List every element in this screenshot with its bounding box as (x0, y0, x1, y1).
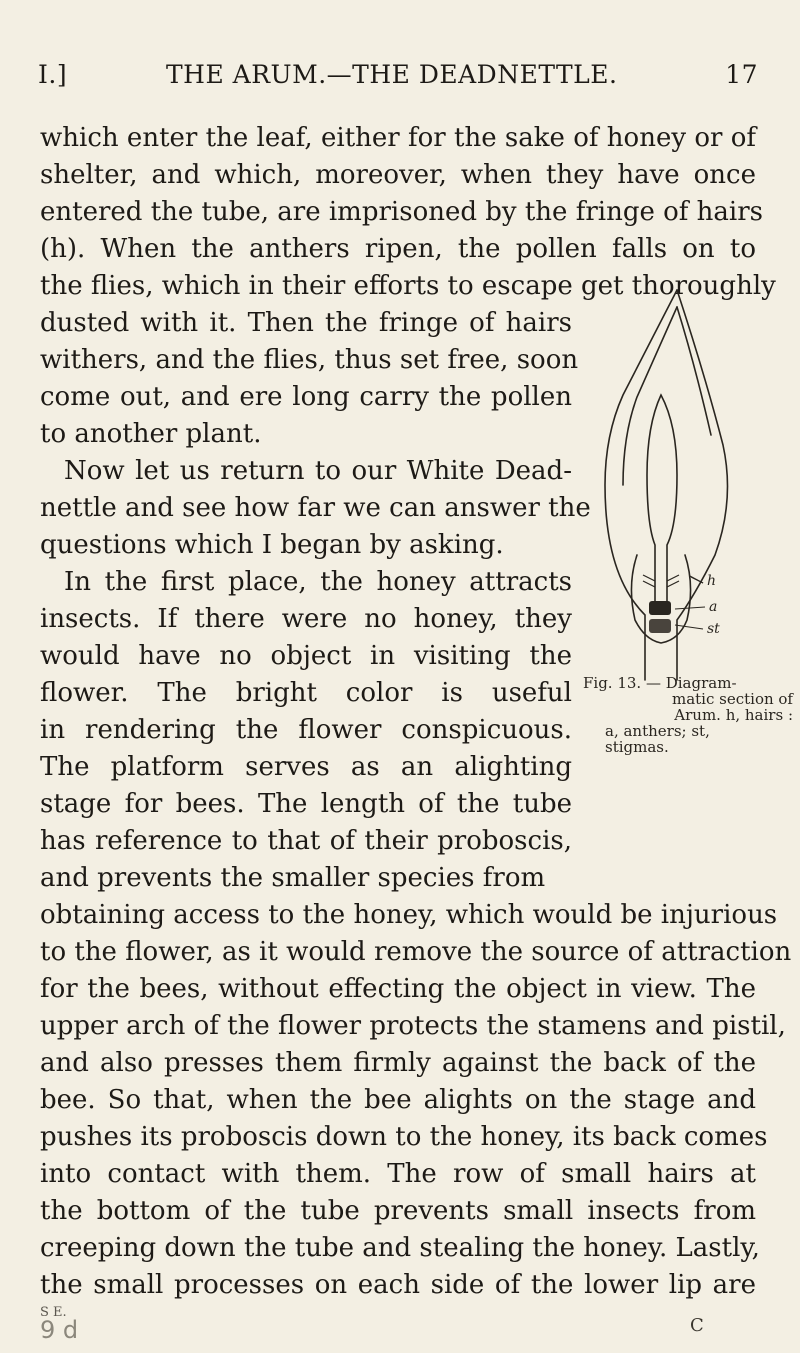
arum-section-diagram (565, 285, 775, 695)
running-header (38, 60, 758, 100)
page-number: 17 (725, 60, 758, 89)
body-line: insects. If there were no honey, they (40, 604, 572, 634)
spathe-inner-right (677, 307, 711, 435)
body-line: (h). When the anthers ripen, the pollen falls on to (40, 234, 756, 264)
pencil-note: 9 d (40, 1316, 79, 1344)
body-line: bee. So that, when the bee alights on the stage and (40, 1085, 756, 1115)
stigmas (649, 619, 671, 633)
spathe-inner (623, 307, 677, 485)
body-line: in rendering the flower conspicuous. (40, 715, 572, 745)
body-line: creeping down the tube and stealing the honey. Lastly, (40, 1233, 760, 1263)
spadix (647, 395, 677, 605)
caption-line: stigmas. (605, 738, 669, 756)
anthers (649, 601, 671, 615)
body-line: to the flower, as it would remove the source of attraction (40, 937, 792, 967)
body-line: would have no object in visiting the (40, 641, 572, 671)
spathe-outline-right (677, 290, 728, 680)
hairs (643, 575, 703, 587)
body-line: Now let us return to our White Dead- (64, 456, 572, 486)
body-line: questions which I began by asking. (40, 530, 504, 560)
body-line: obtaining access to the honey, which would be injurious (40, 900, 778, 930)
caption-line: a, anthers; st, (605, 722, 710, 740)
body-line: flower. The bright color is useful (40, 678, 572, 708)
body-line: which enter the leaf, either for the sake of honey or of (40, 123, 756, 153)
signature-letter: C (690, 1315, 704, 1336)
body-line: into contact with them. The row of small hairs at (40, 1159, 756, 1189)
label-leader-st (675, 625, 703, 629)
body-line: the bottom of the tube prevents small insects from (40, 1196, 756, 1226)
chapter-number: I.] (38, 60, 68, 89)
caption-line: Arum. h, hairs : (674, 706, 793, 724)
signature-mark: S E. (40, 1305, 67, 1320)
figure-label-a: a (709, 599, 718, 615)
body-line: stage for bees. The length of the tube (40, 789, 572, 819)
body-line: for the bees, without effecting the object in view. The (40, 974, 756, 1004)
body-line: the small processes on each side of the lower lip are (40, 1270, 756, 1300)
body-line: come out, and ere long carry the pollen (40, 382, 572, 412)
body-line: shelter, and which, moreover, when they have once (40, 160, 756, 190)
body-line: dusted with it. Then the fringe of hairs (40, 308, 572, 338)
figure-label-h: h (707, 573, 717, 589)
figure-caption (583, 675, 793, 755)
body-line: In the first place, the honey attracts (64, 567, 572, 597)
body-line: entered the tube, are imprisoned by the fringe of hairs (40, 197, 763, 227)
body-line: has reference to that of their proboscis, (40, 826, 572, 856)
body-line: and also presses them firmly against the back of the (40, 1048, 756, 1078)
caption-line: matic section of (671, 690, 793, 708)
body-line: pushes its proboscis down to the honey, its back comes (40, 1122, 768, 1152)
body-line: and prevents the smaller species from (40, 863, 546, 893)
body-line: to another plant. (40, 419, 262, 449)
body-line: nettle and see how far we can answer the (40, 493, 591, 523)
running-title: THE ARUM.—THE DEADNETTLE. (166, 60, 618, 89)
figure-label-st: st (707, 621, 720, 637)
label-leader-h (690, 576, 703, 583)
body-line: The platform serves as an alighting (40, 752, 572, 782)
body-line: upper arch of the flower protects the stamens and pistil, (40, 1011, 786, 1041)
caption-line: Fig. 13. — Diagram- (583, 674, 737, 692)
body-line: the flies, which in their efforts to escape get thoroughly (40, 271, 776, 301)
body-line: withers, and the flies, thus set free, soon (40, 345, 579, 375)
